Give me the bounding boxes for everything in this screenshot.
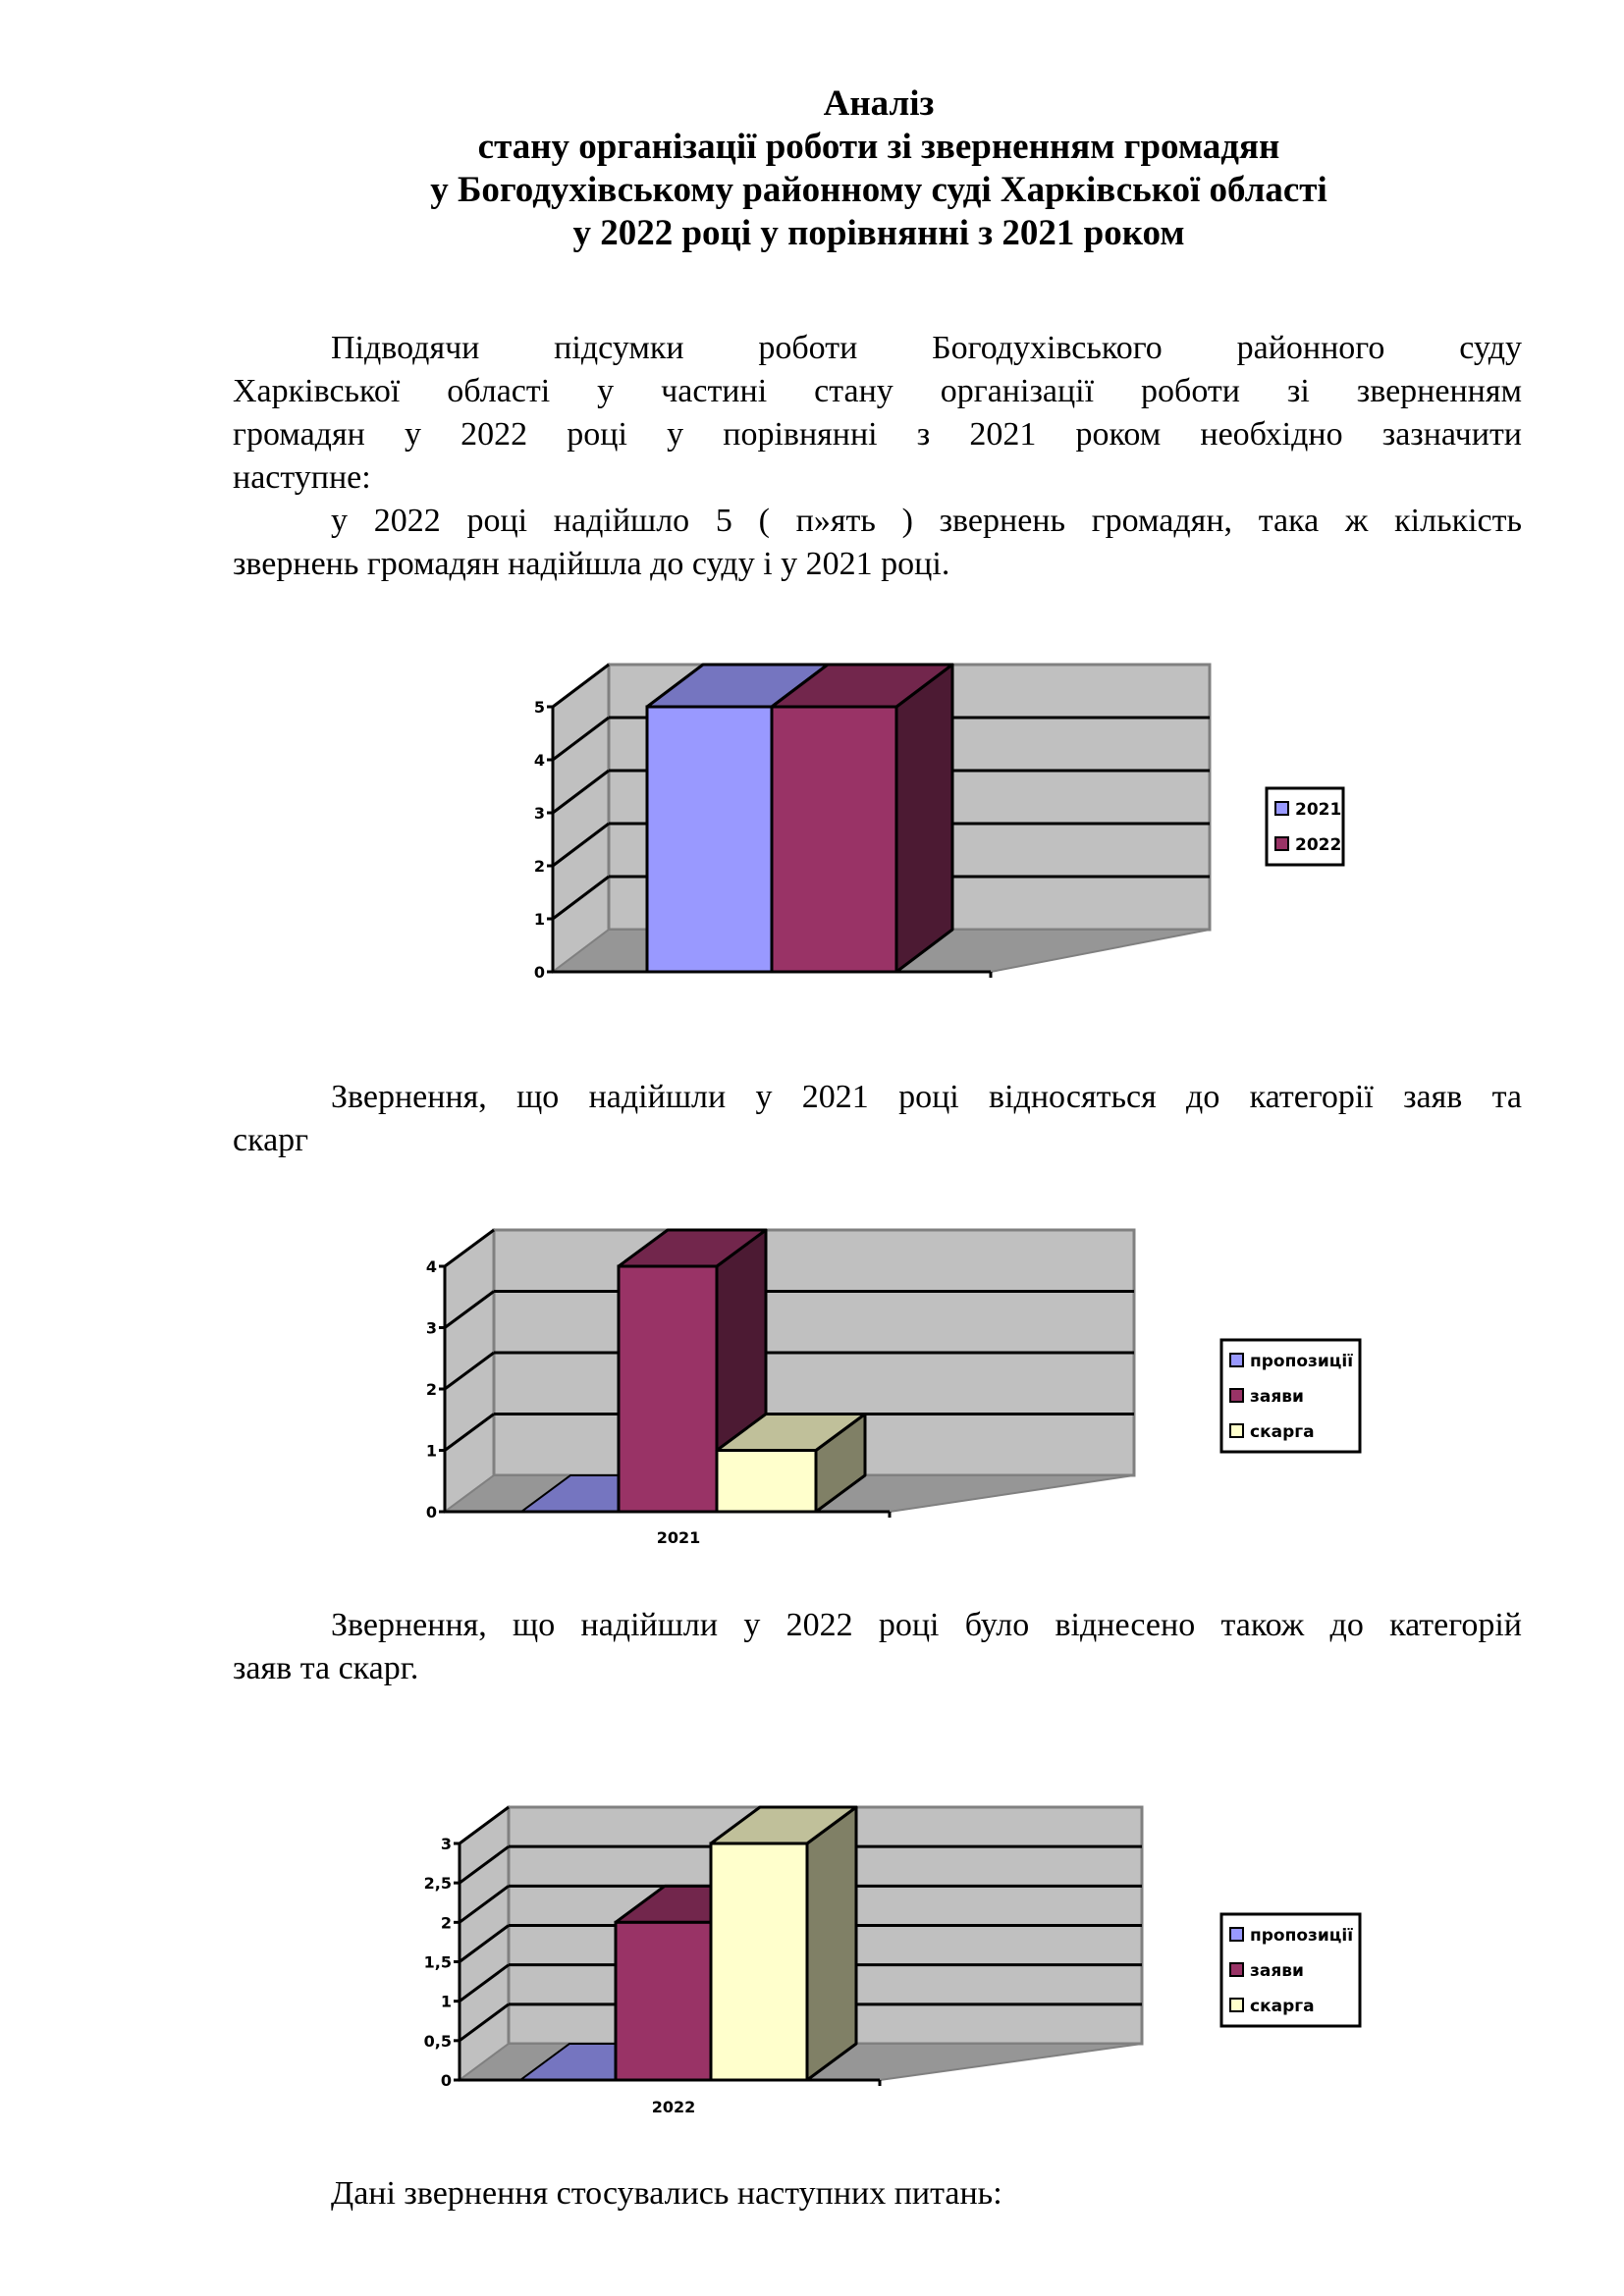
legend-label: заяви [1250,1387,1304,1407]
text-line: заяв та скарг. [233,1650,419,1686]
legend-label: 2021 [1295,800,1342,820]
legend-swatch [1230,1928,1243,1941]
legend-swatch [1230,1963,1243,1976]
y-tick-label: 1 [533,910,545,929]
text-line: Дані звернення стосувались наступних питань: [331,2175,1002,2212]
x-category-label: 2021 [656,1528,701,1547]
y-tick-label: 2 [440,1913,452,1933]
closing-paragraph [233,2172,1522,2216]
y-tick-label: 5 [533,698,545,717]
y-tick-label: 4 [533,751,545,770]
legend-label: пропозиції [1250,1352,1354,1371]
y-tick-label: 1 [425,1441,437,1461]
text-line: скарг [233,1122,309,1158]
legend-label: скарга [1250,1422,1315,1442]
text-line: Харківської області у частині стану організації роботи зі зверненням [233,373,1522,409]
title-line: у Богодухівському районному суді Харківської області [430,170,1327,210]
y-tick-label: 4 [425,1257,437,1276]
y-tick-label: 0 [533,963,545,982]
legend-label: заяви [1250,1961,1304,1981]
text-line: Звернення, що надійшли у 2021 році відносяться до категорії заяв та [331,1079,1522,1115]
text-line: звернень громадян надійшла до суду і у 2021 році. [233,546,950,582]
y-tick-label: 3 [440,1835,452,1853]
legend-label: 2022 [1295,835,1342,855]
y-tick-label: 2 [425,1380,437,1399]
y-tick-label: 1,5 [423,1952,452,1972]
bar-side [807,1807,856,2080]
y-tick-label: 1 [440,1992,452,2011]
legend-swatch [1230,1999,1243,2011]
text-line: наступне: [233,459,371,496]
y-tick-label: 3 [533,804,545,823]
x-category-label: 2022 [651,2098,696,2116]
text-line: Підводячи підсумки роботи Богодухівського районного суду [331,330,1522,366]
title-line: у 2022 році у порівнянні з 2021 роком [572,213,1185,253]
text-line: громадян у 2022 році у порівнянні з 2021 роком необхідно зазначити [233,416,1522,453]
bar-заяви [616,1922,711,2080]
legend-label: скарга [1250,1997,1315,2016]
y-tick-label: 2,5 [423,1874,452,1894]
y-tick-label: 3 [425,1318,437,1338]
text-line: у 2022 році надійшло 5 ( п»ять ) звернень громадян, така ж кількість [331,503,1522,539]
y-tick-label: 0,5 [423,2031,452,2051]
text-line: Звернення, що надійшли у 2022 році було віднесено також до категорій [331,1607,1522,1643]
title-line: стану організації роботи зі зверненням громадян [477,127,1280,167]
bar-скарга [711,1843,807,2080]
title-line: Аналіз [823,83,935,124]
y-tick-label: 0 [425,1503,437,1522]
legend-label: пропозиції [1250,1926,1354,1946]
y-tick-label: 2 [533,857,545,876]
y-tick-label: 0 [440,2071,452,2090]
